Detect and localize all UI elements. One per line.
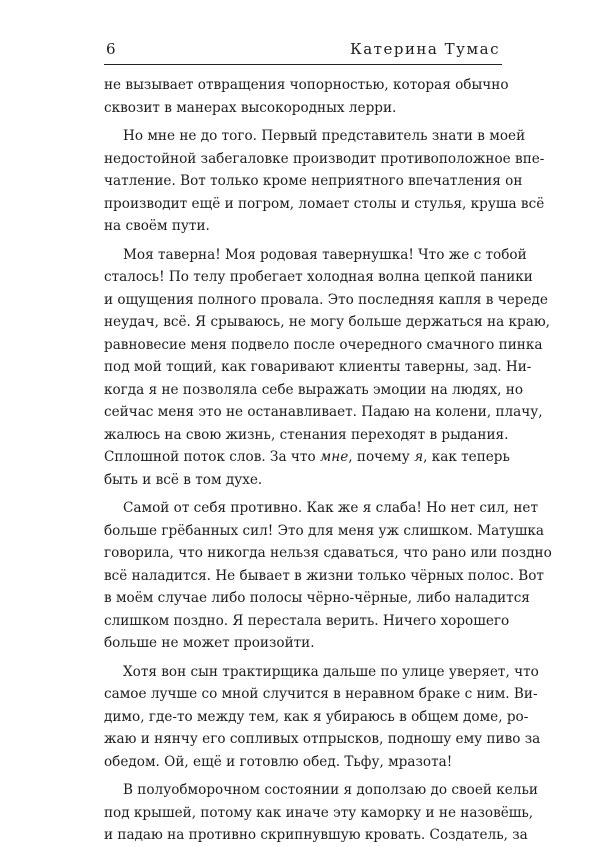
text-line: под мой тощий, как говаривают клиенты таверны, зад. Ни- [104, 359, 532, 375]
text-line: сталось! По телу пробегает холодная волна цепкой паники [104, 269, 533, 285]
text-line: Хотя вон сын трактирщика дальше по улице уверяет, что [123, 663, 539, 680]
text-line: не вызывает отвращения чопорностью, которая обычно [104, 77, 509, 93]
text-line: недостойной забегаловке производит противоположное впе- [104, 150, 545, 167]
text-line: жаю и нянчу его сопливых отпрысков, подношу ему пиво за [104, 731, 541, 747]
text-line: и ощущения полного провала. Это последняя капля в череде [104, 291, 548, 308]
text-line: сейчас меня это не останавливает. Падаю на колени, плачу, [104, 404, 543, 420]
running-title: Катерина Тумас [350, 40, 500, 58]
text-line: на своём пути. [104, 218, 210, 234]
paragraph [104, 244, 550, 492]
text-line: под крышей, потому как иначе эту каморку и не назовёшь, [104, 804, 534, 821]
text-line: Моя таверна! Моя родовая тавернушка! Что же с тобой [123, 246, 527, 263]
text-line: чатление. Вот только кроме неприятного впечатления он [104, 173, 523, 189]
text-line: Но мне не до того. Первый представитель знати в моей [123, 128, 526, 144]
page-number: 6 [106, 40, 117, 58]
text-line: обедом. Ой, ещё и готовлю обед. Тьфу, мразота! [104, 753, 453, 770]
italic-word: я [414, 449, 424, 465]
text-line: всё наладится. Не бывает в жизни только чёрных полос. Вот [104, 567, 544, 584]
text-line: и падаю на противно скрипнувшую кровать. Создатель, за [104, 827, 528, 843]
text-line: больше грёбанных сил! Это для меня уж слишком. Матушка [104, 522, 544, 539]
text-line: быть и всё в том духе. [104, 471, 263, 488]
paragraph [104, 74, 509, 119]
paragraph [104, 497, 552, 655]
text-line: равновесие меня подвело после очередного смачного пинка [104, 336, 543, 353]
text-line: больше не может произойти. [104, 635, 315, 651]
text-segment: , почему [348, 449, 415, 465]
text-line: жалюсь на свою жизнь, стенания переходят в рыдания. [104, 426, 509, 443]
paragraph [104, 661, 541, 774]
text-line: димо, где-то между тем, как я убираюсь в общем доме, ро- [104, 708, 529, 725]
text-line: когда я не позволяла себе выражать эмоции на людях, но [104, 381, 524, 398]
text-segment: , как теперь [423, 449, 510, 465]
body-text [104, 74, 552, 847]
text-line: говорила, что никогда нельзя сдаваться, что рано или поздно [104, 545, 552, 561]
text-line: В полуобморочном состоянии я доползаю до своей кельи [123, 782, 538, 798]
text-line: сквозит в манерах высокородных лерри. [104, 99, 397, 116]
paragraph [104, 125, 545, 238]
text-segment: Сплошной поток слов. За что [104, 449, 316, 465]
text-line-with-italics [104, 446, 510, 469]
italic-word: мне [319, 449, 349, 465]
text-line: неудач, всё. Я срываюсь, не могу больше держаться на краю, [104, 314, 550, 330]
page-header [104, 30, 502, 65]
text-line: слишком поздно. Я перестала верить. Ничего хорошего [104, 612, 510, 629]
text-line: в моём случае либо полосы чёрно-чёрные, либо наладится [104, 590, 530, 606]
text-line: самое лучше со мной случится в неравном браке с ним. Ви- [104, 686, 538, 702]
text-line: производит ещё и погром, ломает столы и стулья, круша всё [104, 195, 545, 212]
text-line: Самой от себя противно. Как же я слаба! Но нет сил, нет [123, 500, 538, 516]
paragraph [104, 779, 538, 847]
